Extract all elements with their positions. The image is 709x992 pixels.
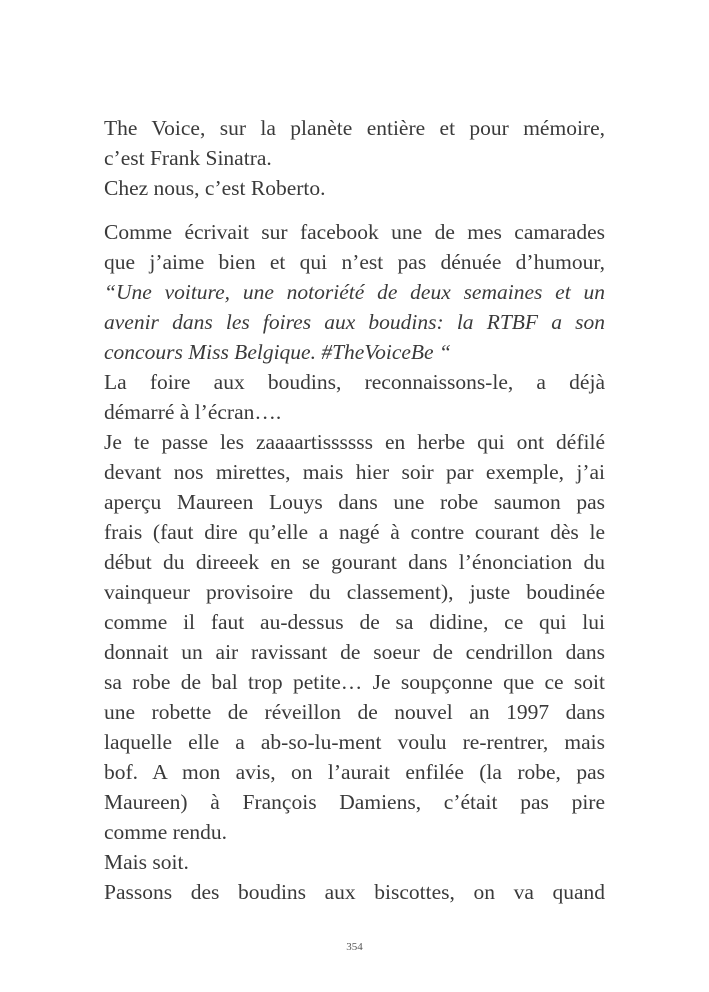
text-line: Je te passe les zaaaartissssss en herbe qui ont défilé (104, 430, 605, 454)
paragraph-passons (104, 877, 605, 907)
text-line: Mais soit. (104, 850, 189, 874)
text-line: Maureen) à François Damiens, c’était pas pire (104, 790, 605, 814)
text-line: La foire aux boudins, reconnaissons-le, a déjà (104, 370, 605, 394)
text-line: c’est Frank Sinatra. (104, 146, 272, 170)
text-line: bof. A mon avis, on l’aurait enfilée (la robe, pas (104, 760, 605, 784)
text-line: comme il faut au-dessus de sa didine, ce qui lui (104, 610, 605, 634)
paragraph-foire (104, 367, 605, 427)
text-line: aperçu Maureen Louys dans une robe saumon pas (104, 490, 605, 514)
text-line: vainqueur provisoire du classement), juste boudinée (104, 580, 605, 604)
text-line: Comme écrivait sur facebook une de mes camarades (104, 220, 605, 244)
text-line: laquelle elle a ab-so-lu-ment voulu re-rentrer, mais (104, 730, 605, 754)
text-line: que j’aime bien et qui n’est pas dénuée d’humour, (104, 250, 605, 274)
text-line: début du direeek en se gourant dans l’énonciation du (104, 550, 605, 574)
paragraph-the-voice (104, 113, 605, 173)
quote-line: concours Miss Belgique. #TheVoiceBe “ (104, 340, 451, 364)
text-line: comme rendu. (104, 820, 227, 844)
text-line: frais (faut dire qu’elle a nagé à contre courant dès le (104, 520, 605, 544)
paragraph-chez-nous (104, 173, 605, 203)
text-line: devant nos mirettes, mais hier soir par exemple, j’ai (104, 460, 605, 484)
text-line: sa robe de bal trop petite… Je soupçonne que ce soit (104, 670, 605, 694)
text-line: donnait un air ravissant de soeur de cendrillon dans (104, 640, 605, 664)
quote-line: “Une voiture, une notoriété de deux semaines et un (104, 280, 605, 304)
paragraph-maureen (104, 427, 605, 847)
text-line: démarré à l’écran…. (104, 400, 282, 424)
paragraph-mais-soit (104, 847, 605, 877)
text-line: Passons des boudins aux biscottes, on va quand (104, 880, 605, 904)
page-body (104, 113, 605, 907)
paragraph-facebook-quote (104, 217, 605, 367)
text-line: Chez nous, c’est Roberto. (104, 176, 326, 200)
text-line: The Voice, sur la planète entière et pour mémoire, (104, 116, 605, 140)
text-line: une robette de réveillon de nouvel an 1997 dans (104, 700, 605, 724)
quote-line: avenir dans les foires aux boudins: la RTBF a son (104, 310, 605, 334)
page-number: 354 (346, 941, 363, 953)
paragraph-spacer (104, 203, 605, 217)
